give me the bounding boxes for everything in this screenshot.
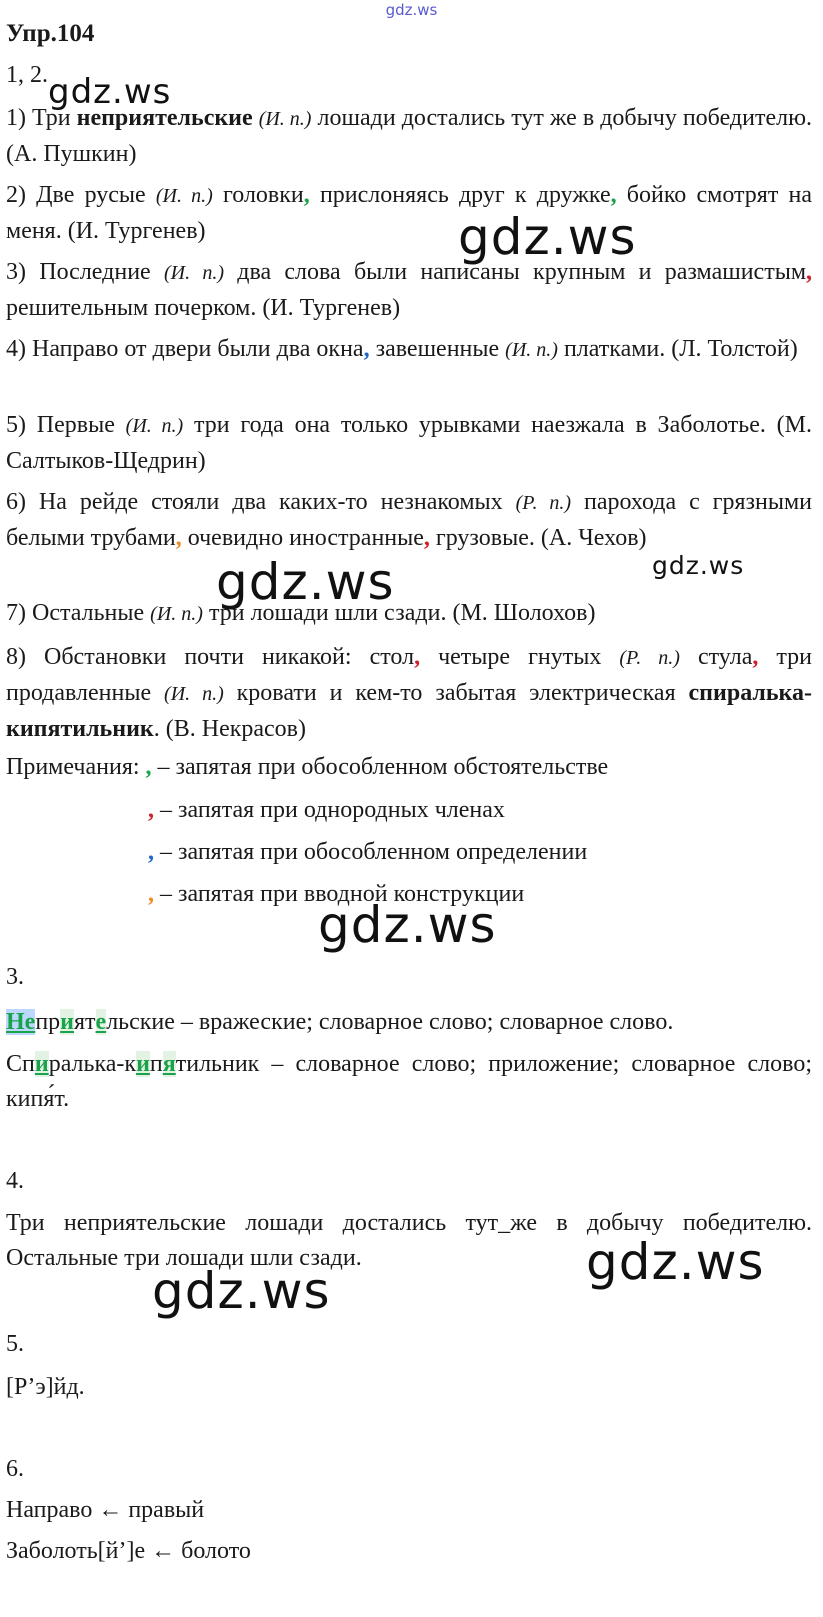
comma-adverbial: , bbox=[610, 182, 617, 208]
sentence-text: 4) Направо от двери были два окна bbox=[6, 336, 364, 362]
sentence-text: 8) Обстановки почти никакой: стол bbox=[6, 644, 415, 670]
sentence-text: грузовые. (А. Чехов) bbox=[429, 525, 647, 551]
highlighted-letters: е bbox=[95, 1009, 107, 1035]
sentence-text: три лошади шли сзади. (М. Шолохов) bbox=[202, 600, 596, 626]
sentence-text: парохода с грязными белыми трубами bbox=[6, 489, 813, 551]
task-4-label: 4. bbox=[6, 1168, 24, 1194]
note-item bbox=[148, 839, 587, 866]
sentence-5 bbox=[6, 408, 812, 479]
task-5-label: 5. bbox=[6, 1331, 24, 1357]
note-text: – запятая при однородных членах bbox=[154, 797, 505, 823]
task-12-label: 1, 2. bbox=[6, 62, 48, 88]
comma-homogeneous: , bbox=[414, 644, 421, 670]
sentence-3 bbox=[6, 255, 812, 326]
task-4-text: Три неприятельские лошади достались тут_же в добычу победителю. Остальные три лошади шли сзади. bbox=[6, 1210, 812, 1271]
task-5-transcription: [Р’э]йд. bbox=[6, 1374, 85, 1400]
sentence-text: головки bbox=[212, 182, 304, 208]
sentence-7 bbox=[6, 596, 812, 632]
sentence-text: платками. (Л. Толстой) bbox=[557, 336, 798, 362]
note-text: – запятая при вводной конструкции bbox=[154, 881, 525, 907]
word-part: ралька-к bbox=[48, 1051, 137, 1077]
exercise-title: Упр.104 bbox=[6, 20, 95, 47]
watermark: gdz.ws bbox=[152, 1262, 331, 1320]
case-annotation: (И. п.) bbox=[125, 415, 184, 437]
sentence-text: бойко смотрят на меня. (И. Тургенев) bbox=[6, 182, 813, 244]
sentence-text: 5) Первые bbox=[6, 412, 126, 438]
sentence-2 bbox=[6, 178, 812, 249]
note-text: – запятая при обособленном определении bbox=[154, 839, 588, 865]
note-text: – запятая при обособленном обстоятельстве bbox=[151, 754, 609, 780]
comma-introductory: , bbox=[175, 525, 182, 551]
highlighted-letters: я bbox=[162, 1051, 176, 1077]
watermark: gdz.ws bbox=[216, 553, 395, 611]
task-6-line-2: Заболоть[й’]е ← болото bbox=[6, 1538, 251, 1564]
word-part: Сп bbox=[6, 1051, 35, 1077]
sentence-text: 7) Остальные bbox=[6, 600, 151, 626]
sentence-text: лошади достались тут же в добычу победителю. (А. Пушкин) bbox=[6, 105, 813, 167]
case-annotation: (Р. п.) bbox=[619, 647, 680, 669]
comma-homogeneous: , bbox=[806, 259, 813, 285]
comma-adverbial: , bbox=[303, 182, 310, 208]
highlighted-word: неприятельские bbox=[76, 105, 253, 131]
word-part: ят bbox=[74, 1009, 96, 1035]
task-3-line-2 bbox=[6, 1047, 812, 1117]
word-part: п bbox=[149, 1051, 163, 1077]
word-part: тильник – словарное слово; приложение; словарное слово; кипя́т. bbox=[6, 1051, 812, 1112]
watermark: gdz.ws bbox=[458, 208, 637, 266]
sentence-text: очевидно иностранные bbox=[181, 525, 424, 551]
note-item bbox=[148, 797, 505, 824]
watermark: gdz.ws bbox=[48, 72, 172, 112]
sentence-text: три года она только урывками наезжала в Заболотье. (М. Салтыков-Щедрин) bbox=[6, 412, 812, 474]
notes-label bbox=[6, 754, 608, 781]
sentence-text: два слова были написаны крупным и размашистым bbox=[224, 259, 807, 285]
sentence-text: завешенные bbox=[369, 336, 506, 362]
sentence-text: четыре гнутых bbox=[420, 644, 620, 670]
task-6-line-1: Направо ← правый bbox=[6, 1497, 205, 1523]
sentence-text: 6) На рейде стояли два каких-то незнакомых bbox=[6, 489, 516, 515]
sentence-text: 3) Последние bbox=[6, 259, 164, 285]
case-annotation: (И. п.) bbox=[258, 108, 312, 130]
watermark: gdz.ws bbox=[652, 551, 745, 580]
word-part: пр bbox=[35, 1009, 61, 1035]
watermark: gdz.ws bbox=[318, 896, 497, 954]
sentence-text: 2) Две русые bbox=[6, 182, 156, 208]
word-part: льские – вражеские; словарное слово; словарное слово. bbox=[106, 1009, 674, 1035]
note-mark-orange: , bbox=[148, 881, 154, 907]
task-6-label: 6. bbox=[6, 1456, 24, 1482]
highlighted-letters: Не bbox=[6, 1009, 36, 1035]
highlighted-letters: и bbox=[136, 1051, 150, 1077]
note-mark-blue: , bbox=[148, 839, 154, 865]
case-annotation: (И. п.) bbox=[150, 603, 203, 625]
case-annotation: (И. п.) bbox=[163, 262, 224, 284]
case-annotation: (И. п.) bbox=[164, 683, 224, 705]
watermark: gdz.ws bbox=[586, 1233, 765, 1291]
sentence-text: три продавленные bbox=[6, 644, 813, 706]
comma-attribute: , bbox=[363, 336, 370, 362]
note-mark-green: , bbox=[145, 754, 152, 780]
sentence-text: . (В. Некрасов) bbox=[153, 716, 307, 742]
sentence-6 bbox=[6, 485, 812, 556]
sentence-4 bbox=[6, 332, 812, 368]
notes-label-text: Примечания: bbox=[6, 754, 146, 780]
sentence-8 bbox=[6, 640, 812, 747]
case-annotation: (И. п.) bbox=[505, 339, 558, 361]
task-3-line-1 bbox=[6, 1005, 812, 1040]
sentence-text: прислоняясь друг к дружке bbox=[309, 182, 611, 208]
case-annotation: (Р. п.) bbox=[515, 492, 572, 514]
case-annotation: (И. п.) bbox=[155, 185, 213, 207]
highlighted-word: спиралька-кипятильник bbox=[6, 680, 813, 742]
comma-homogeneous: , bbox=[423, 525, 430, 551]
sentence-text: стула bbox=[679, 644, 753, 670]
sentence-text: 1) Три bbox=[6, 105, 77, 131]
highlighted-letters: и bbox=[34, 1051, 49, 1077]
sentence-text: решительным почерком. (И. Тургенев) bbox=[6, 295, 401, 321]
comma-homogeneous: , bbox=[752, 644, 759, 670]
task-3-label: 3. bbox=[6, 964, 24, 990]
highlighted-letters: и bbox=[60, 1009, 74, 1035]
watermark-top: gdz.ws bbox=[385, 1, 438, 19]
note-mark-red: , bbox=[148, 797, 154, 823]
sentence-text: кровати и кем-то забытая электрическая bbox=[223, 680, 689, 706]
